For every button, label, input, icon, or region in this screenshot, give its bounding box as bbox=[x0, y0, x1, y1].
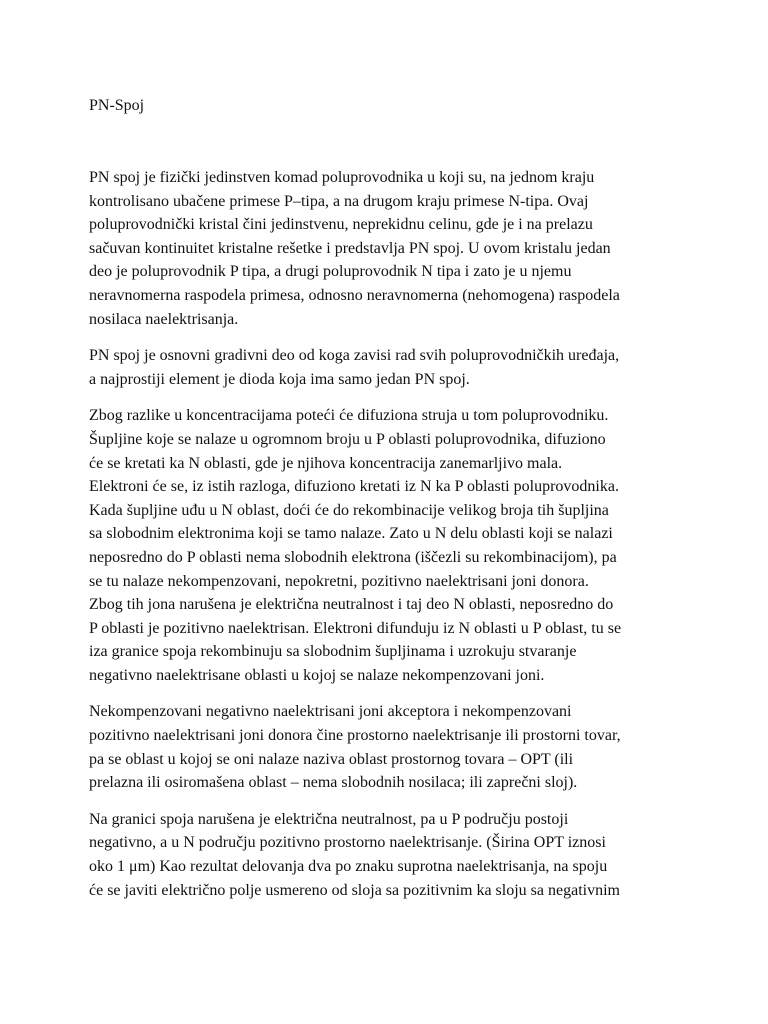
text-line: će se kretati ka N oblasti, gde je njihova koncentracija zanemarljivo mala. bbox=[89, 454, 563, 472]
text-line: poluprovodnički kristal čini jedinstvenu, neprekidnu celinu, gde je i na prelazu bbox=[89, 216, 593, 234]
text-line: oko 1 μm) Kao rezultat delovanja dva po znaku suprotna naelektrisanja, na spoju bbox=[89, 858, 608, 876]
text-line: negativno naelektrisane oblasti u kojoj se nalaze nekompenzovani joni. bbox=[89, 666, 545, 684]
text-line: PN spoj je fizički jedinstven komad poluprovodnika u koji su, na jednom kraju bbox=[89, 169, 595, 186]
document-title: PN-Spoj bbox=[89, 97, 145, 114]
text-line: Kada šupljine uđu u N oblast, doći će do rekombinacije velikog broja tih šupljina bbox=[89, 501, 609, 519]
text-line: se tu nalaze nekompenzovani, nepokretni, pozitivno naelektrisani joni donora. bbox=[89, 572, 589, 590]
text-line: Na granici spoja narušena je električna neutralnost, pa u P području postoji bbox=[89, 810, 569, 828]
text-line: Šupljine koje se nalaze u ogromnom broju u P oblasti poluprovodnika, difuziono bbox=[89, 430, 606, 448]
text-line: kontrolisano ubačene primese P–tipa, a na drugom kraju primese N-tipa. Ovaj bbox=[89, 192, 589, 210]
text-line: Nekompenzovani negativno naelektrisani joni akceptora i nekompenzovani bbox=[89, 703, 572, 721]
text-line: deo je poluprovodnik P tipa, a drugi poluprovodnik N tipa i zato je u njemu bbox=[89, 263, 572, 281]
paragraph bbox=[89, 166, 689, 331]
paragraph bbox=[89, 344, 689, 391]
text-line: negativno, a u N području pozitivno prostorno naelektrisanje. (Širina OPT iznosi bbox=[89, 834, 606, 852]
text-line: a najprostiji element je dioda koja ima samo jedan PN spoj. bbox=[89, 370, 470, 388]
text-line: pozitivno naelektrisani joni donora čine prostorno naelektrisanje ili prostorni tovar, bbox=[89, 727, 621, 745]
text-line: Zbog razlike u koncentracijama poteći će difuziona struja u tom poluprovodniku. bbox=[89, 407, 609, 425]
text-line: sačuvan kontinuitet kristalne rešetke i predstavlja PN spoj. U ovom kristalu jedan bbox=[89, 239, 611, 257]
text-line: pa se oblast u kojoj se oni nalaze naziva oblast prostornog tovara – OPT (ili bbox=[89, 750, 574, 768]
text-line: P oblasti je pozitivno naelektrisan. Elektroni difunduju iz N oblasti u P oblast, tu se bbox=[89, 619, 622, 637]
text-line: Elektroni će se, iz istih razloga, difuziono kretati iz N ka P oblasti poluprovodnika. bbox=[89, 478, 619, 496]
paragraph bbox=[89, 808, 689, 902]
text-line: nosilaca naelektrisanja. bbox=[89, 310, 239, 328]
text-line: Zbog tih jona narušena je električna neutralnost i taj deo N oblasti, neposredno do bbox=[89, 596, 614, 614]
paragraph bbox=[89, 700, 689, 794]
text-line: će se javiti električno polje usmereno od sloja sa pozitivnim ka sloju sa negativnim bbox=[89, 881, 620, 899]
text-line: neposredno do P oblasti nema slobodnih elektrona (iščezli su rekombinacijom), pa bbox=[89, 548, 617, 566]
text-line: neravnomerna raspodela primesa, odnosno neravnomerna (nehomogena) raspodela bbox=[89, 286, 620, 304]
text-line: PN spoj je osnovni gradivni deo od koga zavisi rad svih poluprovodničkih uređaja, bbox=[89, 347, 620, 365]
paragraph bbox=[89, 404, 689, 687]
text-line: prelazna ili osiromašena oblast – nema slobodnih nosilaca; ili zaprečni sloj). bbox=[89, 774, 578, 792]
document-body bbox=[89, 166, 689, 915]
text-line: sa slobodnim elektronima koji se tamo nalaze. Zato u N delu oblasti koji se nalazi bbox=[89, 525, 613, 543]
text-line: iza granice spoja rekombinuju sa slobodnim šupljinama i uzrokuju stvaranje bbox=[89, 643, 577, 661]
